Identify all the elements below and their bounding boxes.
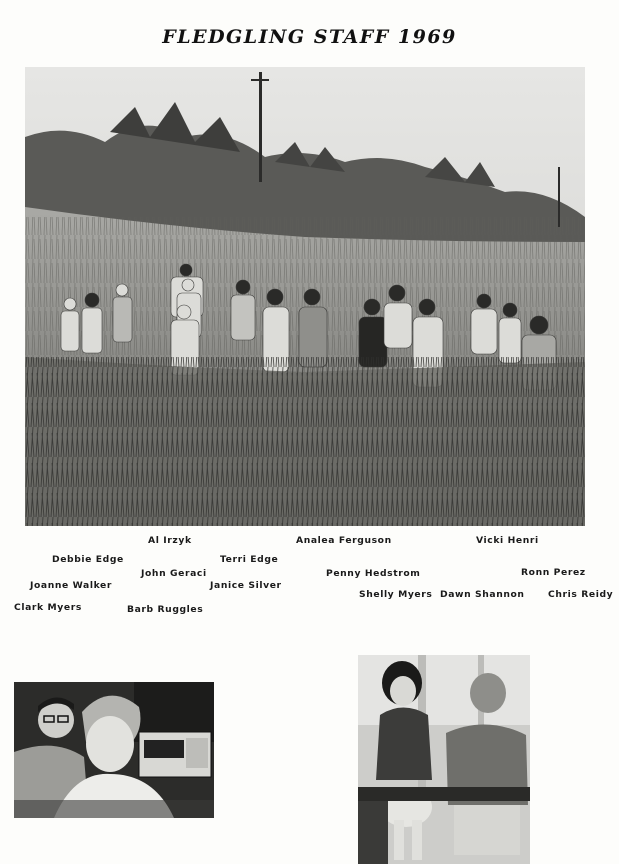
caption-name-dawn-shannon: Dawn Shannon [440,589,525,600]
caption-name-clark-myers: Clark Myers [14,602,82,613]
caption-name-chris-reidy: Chris Reidy [548,589,614,600]
caption-name-penny-hedstrom: Penny Hedstrom [326,568,421,579]
table-photo [358,655,530,864]
caption-name-analea-ferguson: Analea Ferguson [296,535,392,546]
group-photo [25,67,585,526]
caption-name-ronn-perez: Ronn Perez [521,567,586,578]
caption-name-barb-ruggles: Barb Ruggles [127,604,204,615]
caption-name-janice-silver: Janice Silver [210,580,282,591]
caption-name-al-irzyk: Al Irzyk [148,535,192,546]
desk-photo [14,682,214,818]
caption-name-debbie-edge: Debbie Edge [52,554,124,565]
page-title: FLEDGLING STAFF 1969 [162,26,457,48]
caption-name-john-geraci: John Geraci [141,568,207,579]
caption-name-joanne-walker: Joanne Walker [30,580,113,591]
caption-name-shelly-myers: Shelly Myers [359,589,433,600]
caption-name-vicki-henri: Vicki Henri [476,535,539,546]
caption-name-terri-edge: Terri Edge [220,554,279,565]
